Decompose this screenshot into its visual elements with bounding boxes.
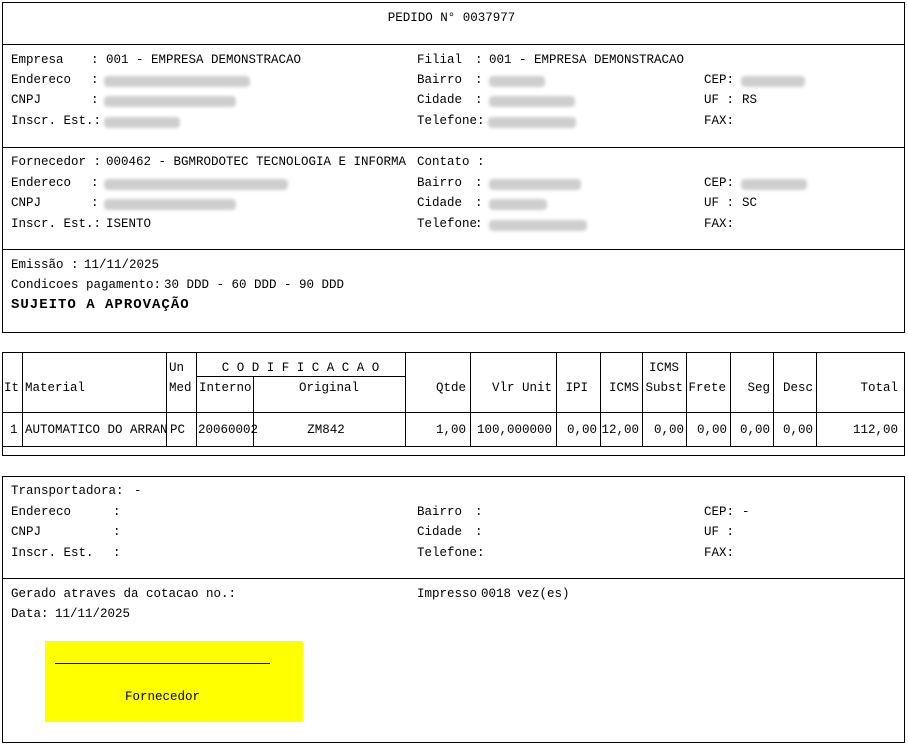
uf-value: RS — [742, 93, 758, 107]
bairro-label: Bairro — [417, 73, 463, 87]
redacted-value — [104, 179, 288, 190]
cell-seg: 0,00 — [739, 423, 770, 437]
header-qtde: Qtde — [435, 381, 466, 395]
colon: : — [91, 196, 99, 210]
header-icms: ICMS — [608, 381, 639, 395]
header-material: Material — [25, 381, 86, 395]
cell-icms-subst: 0,00 — [653, 423, 684, 437]
colon: : — [91, 53, 99, 67]
condicoes-value: 30 DDD - 60 DDD - 90 DDD — [164, 278, 345, 292]
colon: : — [113, 505, 121, 519]
emissao-value: 11/11/2025 — [84, 258, 160, 272]
cell-it: 1 — [10, 423, 18, 437]
header-icms-subst: Subst — [645, 381, 683, 395]
divider — [2, 412, 905, 413]
bairro-label: Bairro — [417, 176, 463, 190]
cidade-label: Cidade — [417, 525, 463, 539]
redacted-value — [489, 220, 587, 231]
telefone-label: Telefone: — [417, 546, 485, 560]
filial-value: 001 - EMPRESA DEMONSTRACAO — [489, 53, 685, 67]
gerado-label: Gerado atraves da cotacao no.: — [11, 587, 237, 601]
fax-label: FAX: — [704, 217, 735, 231]
empresa-label: Empresa — [11, 53, 64, 67]
endereco-label: Endereco — [11, 505, 72, 519]
header-it: It — [4, 381, 20, 395]
colon: : — [113, 525, 121, 539]
cnpj-label: CNPJ — [11, 196, 42, 210]
redacted-value — [741, 76, 805, 87]
colon: : — [475, 53, 483, 67]
signature-label: Fornecedor — [124, 690, 200, 704]
cell-frete: 0,00 — [696, 423, 727, 437]
signature-line — [55, 663, 270, 664]
header-seg: Seg — [747, 381, 770, 395]
divider — [2, 446, 905, 447]
redacted-value — [489, 76, 545, 87]
impresso-value: 0018 — [481, 587, 512, 601]
uf-label: UF : — [704, 525, 735, 539]
endereco-label: Endereco — [11, 73, 72, 87]
transportadora-label: Transportadora: — [11, 484, 124, 498]
cidade-label: Cidade — [417, 196, 463, 210]
header-desc: Desc — [782, 381, 813, 395]
redacted-value — [104, 76, 250, 87]
header-codificacao: C O D I F I C A C A O — [221, 361, 380, 375]
data-label: Data: — [11, 607, 49, 621]
cell-total: 112,00 — [852, 423, 898, 437]
order-title: PEDIDO N° 0037977 — [387, 11, 516, 25]
divider — [2, 249, 905, 250]
redacted-value — [104, 117, 180, 128]
header-vlr-unit: Vlr Unit — [491, 381, 552, 395]
cell-desc: 0,00 — [782, 423, 813, 437]
impresso-suffix: vez(es) — [517, 587, 570, 601]
redacted-value — [741, 179, 807, 190]
colon: : — [91, 176, 99, 190]
telefone-label: Telefone — [417, 217, 478, 231]
colon: : — [475, 93, 483, 107]
colon: : — [475, 73, 483, 87]
redacted-value — [489, 199, 547, 210]
contato-label: Contato : — [417, 155, 485, 169]
cep-label: CEP: — [704, 73, 735, 87]
empresa-value: 001 - EMPRESA DEMONSTRACAO — [106, 53, 302, 67]
inscr-label: Inscr. Est. — [11, 546, 94, 560]
redacted-value — [489, 179, 581, 190]
header-interno: Interno — [199, 381, 252, 395]
telefone-label: Telefone: — [417, 114, 485, 128]
cell-interno: 20060002 — [198, 423, 259, 437]
colon: : — [91, 73, 99, 87]
emissao-label: Emissão : — [11, 258, 79, 272]
header-original: Original — [298, 381, 359, 395]
cell-ipi: 0,00 — [566, 423, 597, 437]
cnpj-label: CNPJ — [11, 93, 42, 107]
fornecedor-label: Fornecedor : — [11, 155, 102, 169]
header-ipi: IPI — [565, 381, 588, 395]
header-icms-subst-top: ICMS — [648, 361, 679, 375]
cell-vlr-unit: 100,000000 — [476, 423, 552, 437]
divider — [2, 147, 905, 148]
data-value: 11/11/2025 — [55, 607, 131, 621]
colon: : — [475, 217, 483, 231]
condicoes-label: Condicoes pagamento: — [11, 278, 162, 292]
uf-label: UF : — [704, 196, 735, 210]
inscr-label: Inscr. Est.: — [11, 114, 102, 128]
divider — [196, 376, 405, 377]
header-frete: Frete — [688, 381, 726, 395]
cell-original: ZM842 — [307, 423, 345, 437]
colon: : — [475, 525, 483, 539]
divider — [2, 578, 905, 579]
bairro-label: Bairro — [417, 505, 463, 519]
header-med: Med — [169, 381, 192, 395]
inscr-value: ISENTO — [106, 217, 152, 231]
approval-notice: SUJEITO A APROVAÇÃO — [11, 297, 190, 313]
cell-material: AUTOMATICO DO ARRAN — [25, 423, 168, 437]
colon: : — [91, 93, 99, 107]
filial-label: Filial — [417, 53, 463, 67]
redacted-value — [104, 96, 236, 107]
divider — [2, 44, 905, 45]
cell-qtde: 1,00 — [435, 423, 466, 437]
cnpj-label: CNPJ — [11, 525, 42, 539]
column-divider — [22, 352, 23, 446]
items-table — [2, 352, 905, 456]
redacted-value — [488, 117, 576, 128]
uf-value: SC — [742, 196, 758, 210]
fax-label: FAX: — [704, 114, 735, 128]
fax-label: FAX: — [704, 546, 735, 560]
cell-icms: 12,00 — [601, 423, 639, 437]
header-un: Un — [169, 361, 185, 375]
cidade-label: Cidade — [417, 93, 463, 107]
redacted-value — [104, 199, 236, 210]
uf-label: UF : — [704, 93, 735, 107]
redacted-value — [489, 96, 575, 107]
colon: : — [113, 546, 121, 560]
header-total: Total — [860, 381, 898, 395]
cep-label: CEP: — [704, 176, 735, 190]
endereco-label: Endereco — [11, 176, 72, 190]
transportadora-value: - — [134, 484, 142, 498]
fornecedor-value: 000462 - BGMRODOTEC TECNOLOGIA E INFORMA — [106, 155, 407, 169]
cep-value: - — [742, 505, 750, 519]
cep-label: CEP: — [704, 505, 735, 519]
impresso-label: Impresso — [417, 587, 478, 601]
colon: : — [475, 176, 483, 190]
colon: : — [475, 196, 483, 210]
inscr-label: Inscr. Est.: — [11, 217, 102, 231]
colon: : — [475, 505, 483, 519]
cell-un: PC — [170, 423, 186, 437]
signature-box — [45, 641, 303, 722]
